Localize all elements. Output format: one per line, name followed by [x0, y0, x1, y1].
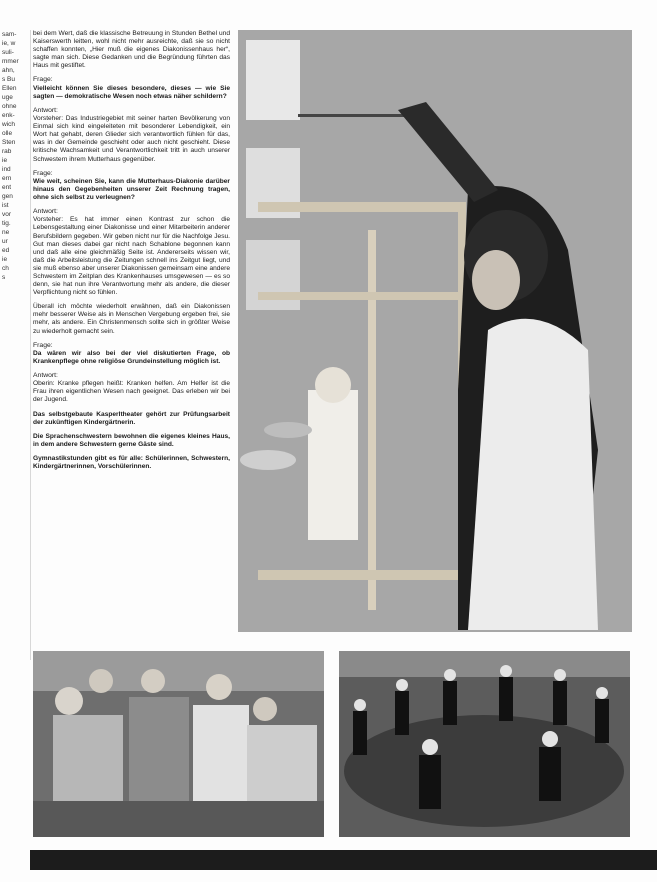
intro-paragraph: bei dem Wert, daß die klassische Betreuung in Stunden Bethel und Kaiserswerth leitten, wohl nicht mehr ausreichte, daß sie so nicht schaffen konnten, „Hier muß die eigenes Diakonissenhaus her“, sagte man sich. Diese Gedanken und die Begründung führten das Haus mit gestiftet.: [33, 30, 230, 70]
photo-caption-gymnastics: Gymnastikstunden gibt es für alle: Schülerinnen, Schwestern, Kindergärtnerinnen, Vorschülerinnen.: [33, 454, 230, 470]
question-text: Vielleicht können Sie dieses besondere, dieses — wie Sie sagten — demokratische Wesen noch etwas näher schildern?: [33, 84, 230, 100]
edge-fragment: ahn,: [2, 67, 15, 74]
edge-fragment: rab: [2, 148, 12, 155]
edge-fragment: ie, w: [2, 40, 16, 47]
edge-fragment: mmer: [2, 58, 19, 65]
edge-fragment: ur: [2, 238, 8, 245]
answer-text: Vorsteher: Es hat immer einen Kontrast zur schon die Lebensgestaltung einer Diakonisse und einer Mitarbeiterin anderer Berufsbildern gegeben. Wir geben nicht nur für die Nachfolge Jesu. Gut man dieses dabei gar nicht nach Schablone begonnen kann und daß alle eine gleichmäßig Seite ist. Andererseits wissen wir, daß die Arbeitsleistung die Zeitungen schnell ins Zeitgut liegt, und sie muß ebenso aber unserer Diakonissen gemeinsam eine andere Schwestern im Zeitplan des Krankenhauses umsgewesen — es so denn, sie hat nun ihre Verantwortung mehr als andere, die dieser Verpflichtung nicht so fühlen.: [33, 216, 230, 297]
edge-fragment: Ellen: [2, 85, 17, 92]
answer-text: Vorsteher: Das Industriegebiet mit seiner harten Bevölkerung von Einmal sich kind eingeleiteten mit besonderer Lebendigkeit, ein Wort hat gehabt, deren Glieder sich verantwortlich fühlen für das, was in der Gemeinde geschieht oder auch nicht geschieht. Diese kritische Wachsamkeit und Verantwortlichkeit tritt in auch unserer Schwestern ihrem Mutterhaus gegenüber.: [33, 115, 230, 163]
photo-gymnastics-dance: [339, 651, 630, 837]
photo-caption-sisters-house: Die Sprachenschwestern bewohnen die eigenes kleines Haus, in dem andere Schwestern gerne Gäste sind.: [33, 432, 230, 448]
photo-caption-puppet-theater: Das selbstgebaute Kasperltheater gehört zur Prüfungsarbeit der zukünftigen Kindergärtnerin.: [33, 410, 230, 426]
question-label: Frage:: [33, 76, 53, 84]
photo-sisters-group-image: [33, 651, 324, 837]
edge-fragment: ed: [2, 247, 10, 254]
bottom-black-bar: [30, 850, 657, 870]
answer-text-continued: Überall ich möchte wiederholt erwähnen, daß ein Diakonissen mehr besserer Weise als in Menschen Vergebung ergeben frei, sie mehr, als andere. Ein Christenmensch sollte sich in größter Weise zu wiederholt gemacht sein.: [33, 303, 230, 335]
edge-fragment: uge: [2, 94, 13, 101]
edge-fragment: ch: [2, 265, 9, 272]
edge-fragment: sam-: [2, 31, 17, 38]
article-text-column: [33, 30, 230, 640]
photo-puppet-theater-image: [238, 30, 632, 632]
photo-sisters-group: [33, 651, 324, 837]
edge-fragment: s: [2, 274, 6, 281]
answer-label: Antwort:: [33, 372, 58, 380]
edge-fragment: enk-: [2, 112, 15, 119]
question-label: Frage:: [33, 341, 53, 349]
edge-fragment: suli-: [2, 49, 14, 56]
photo-gymnastics-dance-image: [339, 651, 630, 837]
edge-fragment: ie: [2, 256, 8, 263]
question-text: Wie weit, scheinen Sie, kann die Mutterhaus-Diakonie darüber hinaus den Gegebenheiten unserer Zeit Rechnung tragen, ohne sich selbst zu verleugnen?: [33, 177, 230, 202]
previous-page-edge: [0, 30, 31, 660]
question-label: Frage:: [33, 169, 53, 177]
edge-fragment: ent: [2, 184, 12, 191]
edge-fragment: ind: [2, 166, 11, 173]
edge-fragment: s Bu: [2, 76, 16, 83]
edge-fragment: ne: [2, 229, 10, 236]
edge-fragment: ie: [2, 157, 8, 164]
edge-fragment: vor: [2, 211, 12, 218]
answer-text: Oberin: Kranke pflegen heißt: Kranken helfen. Am Helfer ist die Frau ihren eigentlichen Wesen nach geeignet. Das erleben wir bei der Jugend.: [33, 380, 230, 404]
edge-fragment: olle: [2, 130, 13, 137]
answer-label: Antwort:: [33, 208, 58, 216]
edge-fragment: ohne: [2, 103, 17, 110]
question-text: Da wären wir also bei der viel diskutierten Frage, ob Krankenpflege ohne religiöse Grundeinstellung möglich ist.: [33, 349, 230, 365]
edge-fragment: gen: [2, 193, 13, 200]
answer-label: Antwort:: [33, 106, 58, 114]
edge-fragment: Sten: [2, 139, 16, 146]
edge-fragment: ern: [2, 175, 12, 182]
edge-fragment: ist: [2, 202, 9, 209]
photo-puppet-theater: [238, 30, 632, 632]
edge-fragment: tig.: [2, 220, 11, 227]
edge-fragment: wich: [2, 121, 16, 128]
